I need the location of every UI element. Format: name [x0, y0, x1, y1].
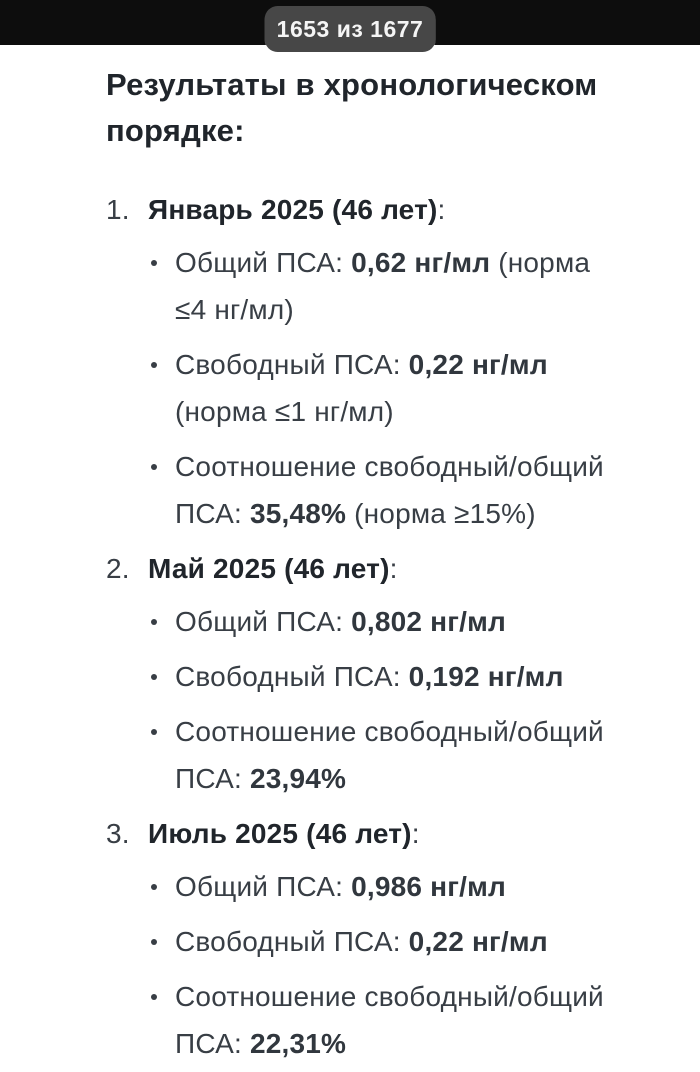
bullet-dot-icon — [151, 260, 157, 266]
bullet-item — [148, 239, 660, 333]
item-title-text: Январь 2025 (46 лет) — [148, 194, 438, 225]
bullet-label: Свободный ПСА: — [175, 661, 409, 692]
bullet-label: Соотношение свободный/общий ПСА: — [175, 981, 604, 1059]
bullet-text — [175, 341, 623, 435]
bullet-norm: (норма ≥15%) — [346, 498, 536, 529]
item-body — [148, 810, 660, 1072]
bullet-item — [148, 708, 660, 802]
bullet-label: Общий ПСА: — [175, 247, 352, 278]
bullet-value: 0,802 нг/мл — [351, 606, 506, 637]
item-number: 2. — [106, 553, 130, 584]
bullet-value: 22,31% — [249, 1028, 347, 1059]
item-body — [148, 545, 660, 810]
bullet-label: Соотношение свободный/общий ПСА: — [175, 451, 604, 529]
bullet-value: 0,22 нг/мл — [408, 926, 548, 957]
document-content[interactable] — [0, 45, 700, 1072]
bullet-label: Соотношение свободный/общий ПСА: — [175, 716, 604, 794]
item-body — [148, 186, 660, 545]
bullet-value: 0,22 нг/мл — [408, 349, 548, 380]
item-title — [148, 810, 660, 857]
bullet-text — [175, 918, 623, 965]
bullet-text — [175, 239, 623, 333]
bullet-value: 0,986 нг/мл — [351, 871, 506, 902]
bullet-dot-icon — [151, 619, 157, 625]
bullet-norm: (норма ≤4 нг/мл) — [175, 247, 591, 325]
page-indicator-label: 1653 из 1677 — [276, 15, 424, 42]
bullet-value: 0,62 нг/мл — [351, 247, 491, 278]
bullet-label: Свободный ПСА: — [175, 349, 409, 380]
item-number: 3. — [106, 818, 130, 849]
bullet-item — [148, 443, 660, 537]
bullet-dot-icon — [151, 729, 157, 735]
bullet-list — [148, 598, 660, 802]
item-title — [148, 545, 660, 592]
result-item — [106, 810, 660, 1072]
bullet-item — [148, 653, 660, 700]
bullet-list — [148, 239, 660, 537]
bullet-value: 0,192 нг/мл — [408, 661, 564, 692]
bullet-label: Общий ПСА: — [175, 871, 352, 902]
bullet-label: Общий ПСА: — [175, 606, 352, 637]
bullet-dot-icon — [151, 674, 157, 680]
item-title-colon: : — [437, 194, 446, 225]
result-item — [106, 545, 660, 810]
bullet-text — [175, 708, 623, 802]
bullet-dot-icon — [151, 464, 157, 470]
bullet-dot-icon — [151, 994, 157, 1000]
bullet-text — [175, 973, 623, 1067]
bullet-text — [175, 653, 623, 700]
bullet-dot-icon — [151, 939, 157, 945]
bullet-value: 35,48% — [249, 498, 347, 529]
bullet-dot-icon — [151, 362, 157, 368]
bullet-item — [148, 973, 660, 1067]
top-bar — [0, 0, 700, 45]
bullet-value: 23,94% — [249, 763, 347, 794]
item-title-colon: : — [411, 818, 420, 849]
bullet-text — [175, 598, 623, 645]
bullet-list — [148, 863, 660, 1067]
bullet-dot-icon — [151, 884, 157, 890]
bullet-norm: (норма ≤1 нг/мл) — [175, 396, 394, 427]
result-item — [106, 186, 660, 545]
bullet-text — [175, 443, 623, 537]
item-title-colon: : — [389, 553, 398, 584]
document-title: Результаты в хронологическом порядке: — [106, 67, 598, 148]
item-number: 1. — [106, 194, 130, 225]
page-indicator-pill — [265, 6, 436, 52]
bullet-item — [148, 598, 660, 645]
item-title-text: Май 2025 (46 лет) — [148, 553, 390, 584]
bullet-item — [148, 918, 660, 965]
item-title-text: Июль 2025 (46 лет) — [148, 818, 412, 849]
bullet-item — [148, 863, 660, 910]
results-list — [106, 186, 660, 1072]
bullet-text — [175, 863, 623, 910]
item-title — [148, 186, 660, 233]
bullet-label: Свободный ПСА: — [175, 926, 409, 957]
bullet-item — [148, 341, 660, 435]
